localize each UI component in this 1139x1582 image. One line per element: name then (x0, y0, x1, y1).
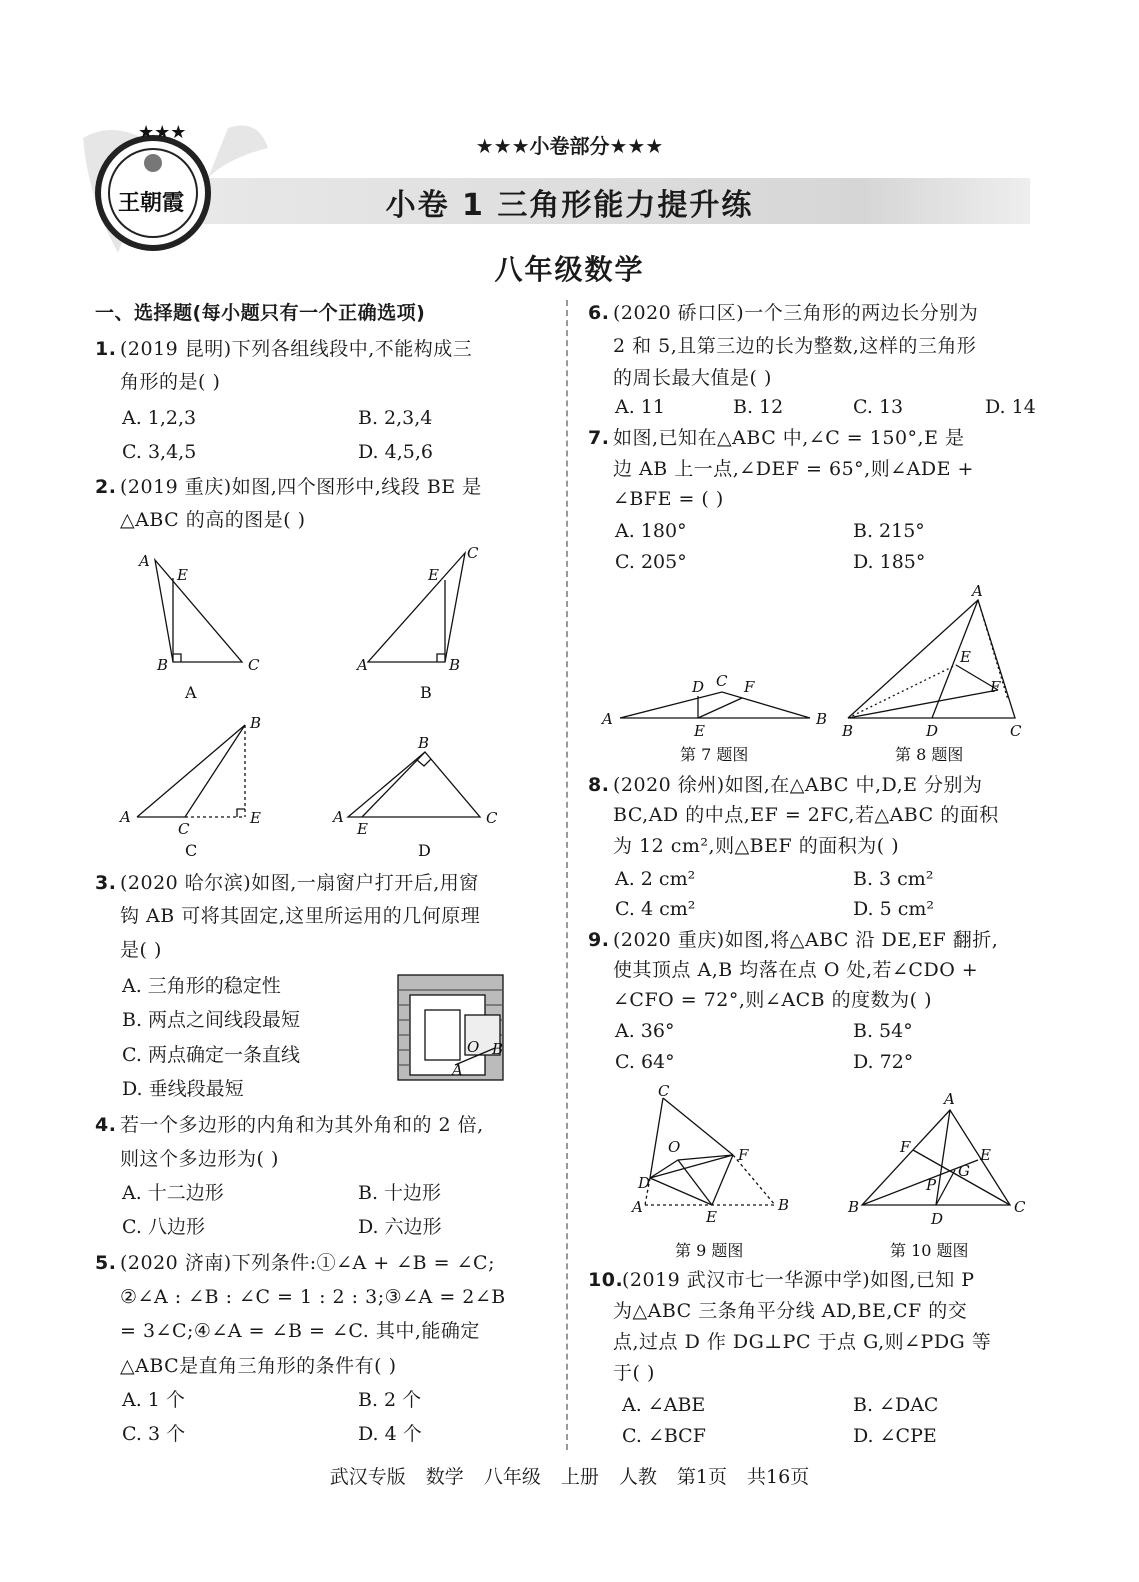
q1-option-d[interactable]: D. 4,5,6 (358, 441, 433, 463)
q5-text: = 3∠C;④∠A = ∠B = ∠C. 其中,能确定 (120, 1320, 480, 1342)
q1-text: (2019 昆明)下列各组线段中,不能构成三 (120, 338, 473, 360)
svg-text:A: A (357, 656, 368, 674)
q9-text: 使其顶点 A,B 均落在点 O 处,若∠CDO + (613, 959, 979, 981)
q2-text: (2019 重庆)如图,四个图形中,线段 BE 是 (120, 476, 482, 498)
svg-text:B: B (420, 683, 432, 702)
svg-text:B: B (778, 1196, 790, 1214)
q10-option-b[interactable]: B. ∠DAC (853, 1394, 939, 1416)
svg-text:A: A (139, 552, 150, 570)
svg-text:第 9 题图: 第 9 题图 (675, 1241, 744, 1260)
svg-text:F: F (900, 1138, 911, 1156)
q7-option-d[interactable]: D. 185° (853, 551, 926, 573)
svg-text:E: E (250, 809, 261, 827)
page-footer: 武汉专版 数学 八年级 上册 人教 第1页 共16页 (329, 1466, 810, 1488)
q6-option-d[interactable]: D. 14 (985, 396, 1036, 418)
svg-text:C: C (1014, 1198, 1026, 1216)
svg-text:E: E (177, 566, 188, 584)
q5-text: (2020 济南)下列条件:①∠A + ∠B = ∠C; (120, 1252, 496, 1274)
q10-figure (847, 1090, 1026, 1260)
svg-text:D: D (926, 722, 939, 740)
svg-text:D: D (692, 678, 705, 696)
q1-text: 角形的是( ) (120, 371, 221, 393)
svg-text:第 10 题图: 第 10 题图 (890, 1241, 969, 1260)
svg-text:第 8 题图: 第 8 题图 (895, 745, 964, 764)
svg-text:B: B (157, 656, 169, 674)
q5-text: △ABC是直角三角形的条件有( ) (120, 1355, 397, 1377)
logo-text: 王朝霞 (118, 190, 185, 216)
q3-text: (2020 哈尔滨)如图,一扇窗户打开后,用窗 (120, 872, 479, 894)
q6-text: 的周长最大值是( ) (613, 367, 772, 389)
q1-number: 1. (95, 338, 117, 360)
q4-option-d[interactable]: D. 六边形 (358, 1216, 442, 1238)
svg-text:A: A (185, 683, 197, 702)
svg-text:A: A (632, 1198, 643, 1216)
q8-option-c[interactable]: C. 4 cm² (615, 898, 696, 920)
q3-option-a[interactable]: A. 三角形的稳定性 (122, 975, 281, 997)
svg-text:C: C (467, 544, 479, 562)
svg-text:E: E (357, 820, 368, 838)
svg-text:C: C (658, 1082, 670, 1100)
svg-text:A: A (333, 808, 344, 826)
svg-text:D: D (418, 841, 431, 860)
q3-option-d[interactable]: D. 垂线段最短 (122, 1078, 244, 1100)
svg-text:G: G (958, 1162, 970, 1180)
q3-window-figure (398, 975, 503, 1080)
q6-option-b[interactable]: B. 12 (733, 396, 784, 418)
q6-text: 2 和 5,且第三边的长为整数,这样的三角形 (613, 335, 977, 357)
q6-text: (2020 硚口区)一个三角形的两边长分别为 (613, 302, 979, 324)
q1-option-b[interactable]: B. 2,3,4 (358, 407, 433, 429)
q7-text: 如图,已知在△ABC 中,∠C = 150°,E 是 (613, 427, 965, 449)
q7-figure (600, 672, 827, 764)
svg-text:F: F (738, 1146, 749, 1164)
page-title: 小卷 1 三角形能力提升练 (385, 188, 754, 223)
q2-figure-d (331, 734, 498, 860)
svg-text:A: A (120, 808, 131, 826)
svg-text:B: B (449, 656, 461, 674)
svg-text:C: C (1010, 722, 1022, 740)
svg-text:D: D (638, 1174, 651, 1192)
q5-option-c[interactable]: C. 3 个 (122, 1423, 186, 1445)
q5-option-d[interactable]: D. 4 个 (358, 1423, 422, 1445)
q8-text: 为 12 cm²,则△BEF 的面积为( ) (613, 835, 900, 857)
svg-text:E: E (694, 722, 705, 740)
q4-option-c[interactable]: C. 八边形 (122, 1216, 205, 1238)
q6-option-c[interactable]: C. 13 (853, 396, 904, 418)
q8-text: BC,AD 的中点,EF = 2FC,若△ABC 的面积 (613, 804, 999, 826)
q10-text: (2019 武汉市七一华源中学)如图,已知 P (622, 1269, 975, 1291)
svg-text:★★★: ★★★ (138, 122, 187, 143)
svg-text:C: C (248, 656, 260, 674)
svg-text:A: A (944, 1090, 955, 1108)
svg-text:C: C (178, 820, 190, 838)
q3-text: 是( ) (120, 939, 162, 961)
q7-text: ∠BFE = ( ) (613, 488, 724, 510)
q9-option-b[interactable]: B. 54° (853, 1020, 913, 1042)
q1-option-c[interactable]: C. 3,4,5 (122, 441, 197, 463)
q1-option-a[interactable]: A. 1,2,3 (122, 407, 197, 429)
q10-option-a[interactable]: A. ∠ABE (622, 1394, 706, 1416)
q9-text: (2020 重庆)如图,将△ABC 沿 DE,EF 翻折, (613, 929, 999, 951)
svg-text:A: A (602, 710, 613, 728)
q7-option-b[interactable]: B. 215° (853, 520, 925, 542)
svg-text:E: E (706, 1208, 717, 1226)
q7-number: 7. (588, 427, 610, 449)
svg-text:E: E (980, 1146, 991, 1164)
q7-option-c[interactable]: C. 205° (615, 551, 687, 573)
q5-option-b[interactable]: B. 2 个 (358, 1389, 422, 1411)
q2-number: 2. (95, 476, 117, 498)
svg-text:B: B (492, 1040, 504, 1058)
svg-text:D: D (931, 1210, 944, 1228)
q3-option-c[interactable]: C. 两点确定一条直线 (122, 1044, 300, 1066)
q4-text: 若一个多边形的内角和为其外角和的 2 倍, (120, 1114, 484, 1136)
q3-option-b[interactable]: B. 两点之间线段最短 (122, 1009, 301, 1031)
q6-number: 6. (588, 302, 610, 324)
svg-text:P: P (926, 1176, 937, 1194)
svg-text:C: C (486, 809, 498, 827)
q8-option-b[interactable]: B. 3 cm² (853, 868, 934, 890)
svg-text:C: C (185, 841, 198, 860)
q10-number: 10. (588, 1269, 624, 1291)
svg-text:O: O (668, 1138, 681, 1156)
svg-text:O: O (467, 1038, 480, 1056)
svg-text:A: A (972, 582, 983, 600)
q5-number: 5. (95, 1252, 117, 1274)
q4-number: 4. (95, 1114, 117, 1136)
q6-option-a[interactable]: A. 11 (615, 396, 665, 418)
q7-option-a[interactable]: A. 180° (615, 520, 687, 542)
svg-text:F: F (744, 678, 755, 696)
q8-number: 8. (588, 774, 610, 796)
q8-option-a[interactable]: A. 2 cm² (615, 868, 696, 890)
svg-text:B: B (842, 722, 854, 740)
q10-option-c[interactable]: C. ∠BCF (622, 1425, 706, 1447)
q2-text: △ABC 的高的图是( ) (120, 509, 306, 531)
q9-option-c[interactable]: C. 64° (615, 1051, 675, 1073)
q8-option-d[interactable]: D. 5 cm² (853, 898, 935, 920)
q2-figure-a (137, 552, 260, 702)
svg-text:第 7 题图: 第 7 题图 (680, 745, 749, 764)
q10-text: 于( ) (613, 1362, 655, 1384)
q10-option-d[interactable]: D. ∠CPE (853, 1425, 937, 1447)
q9-option-a[interactable]: A. 36° (615, 1020, 675, 1042)
section-label: ★★★小卷部分★★★ (475, 134, 664, 158)
q5-option-a[interactable]: A. 1 个 (122, 1389, 185, 1411)
q10-text: 为△ABC 三条角平分线 AD,BE,CF 的交 (613, 1300, 968, 1322)
svg-text:B: B (250, 714, 262, 732)
svg-text:B: B (816, 710, 828, 728)
q4-option-a[interactable]: A. 十二边形 (122, 1182, 224, 1204)
q9-figure (630, 1082, 789, 1260)
q8-text: (2020 徐州)如图,在△ABC 中,D,E 分别为 (613, 774, 983, 796)
svg-text:C: C (716, 672, 728, 690)
subject-title: 八年级数学 (494, 253, 645, 286)
svg-text:E: E (428, 566, 439, 584)
q3-text: 钩 AB 可将其固定,这里所运用的几何原理 (120, 905, 481, 927)
svg-text:F: F (990, 678, 1001, 696)
q5-text: ②∠A : ∠B : ∠C = 1 : 2 : 3;③∠A = 2∠B (120, 1286, 506, 1308)
section-heading: 一、选择题(每小题只有一个正确选项) (95, 302, 426, 324)
q3-number: 3. (95, 872, 117, 894)
q9-option-d[interactable]: D. 72° (853, 1051, 914, 1073)
q4-text: 则这个多边形为( ) (120, 1148, 279, 1170)
q9-text: ∠CFO = 72°,则∠ACB 的度数为( ) (613, 989, 932, 1011)
svg-text:A: A (452, 1061, 463, 1079)
svg-text:B: B (418, 734, 430, 752)
q4-option-b[interactable]: B. 十边形 (358, 1182, 442, 1204)
svg-text:E: E (960, 648, 971, 666)
q8-figure (841, 582, 1022, 764)
q2-figure-c (118, 714, 261, 860)
q9-number: 9. (588, 929, 610, 951)
q10-text: 点,过点 D 作 DG⊥PC 于点 G,则∠PDG 等 (613, 1331, 992, 1353)
q7-text: 边 AB 上一点,∠DEF = 65°,则∠ADE + (613, 458, 974, 480)
svg-text:B: B (848, 1198, 860, 1216)
q2-figure-b (355, 544, 479, 702)
